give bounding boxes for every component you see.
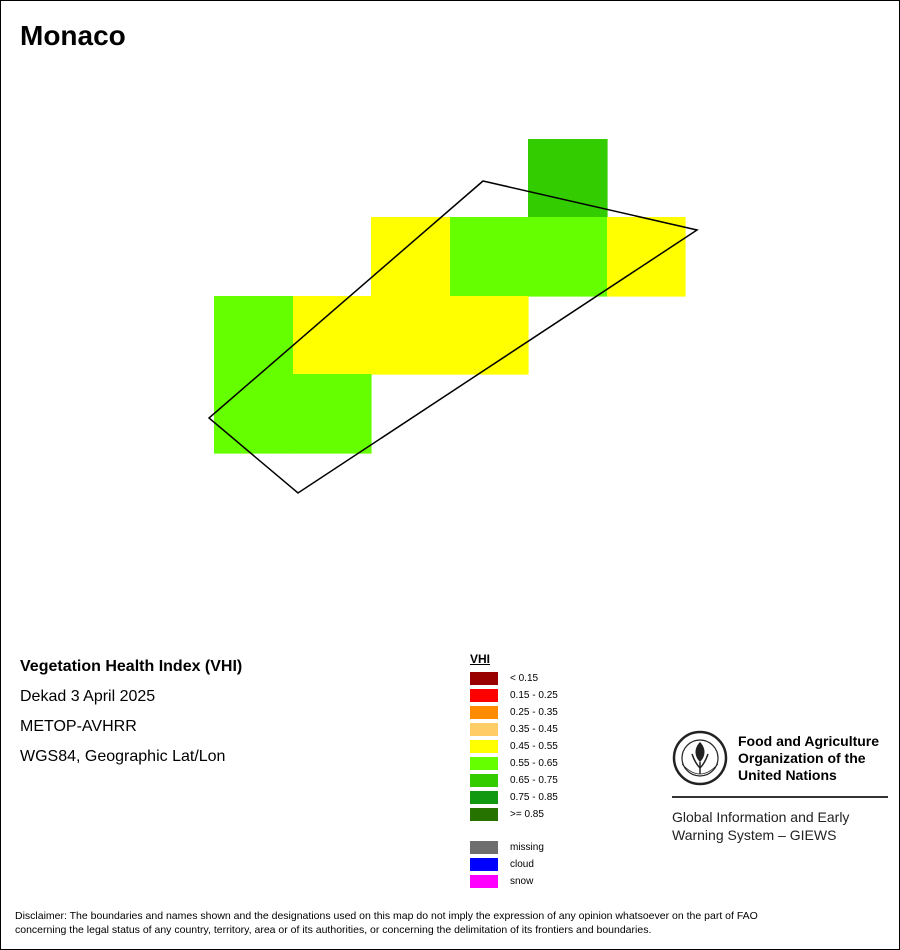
legend-label: 0.15 - 0.25: [510, 690, 558, 701]
legend-class-item: [470, 772, 558, 789]
legend-label: cloud: [510, 859, 534, 870]
legend-label: snow: [510, 876, 534, 887]
legend-label: 0.65 - 0.75: [510, 775, 558, 786]
vhi-pixel: [529, 217, 608, 297]
vhi-pixel: [214, 374, 216, 376]
fao-divider: [672, 796, 888, 798]
vhi-pixel: [293, 374, 372, 454]
legend-class-item: [470, 721, 558, 738]
fao-name-line-1: Food and Agriculture: [738, 732, 880, 749]
legend-label: < 0.15: [510, 673, 539, 684]
vhi-pixel: [450, 217, 530, 297]
legend-swatch: [470, 706, 498, 719]
legend-special-item: [470, 839, 558, 856]
fao-branding: [672, 730, 888, 844]
legend-swatch: [470, 689, 498, 702]
vhi-pixel: [371, 296, 451, 375]
map-title: Monaco: [20, 20, 126, 51]
legend-label: missing: [510, 842, 544, 853]
legend-class-item: [470, 789, 558, 806]
legend-swatch: [470, 774, 498, 787]
vhi-pixel: [214, 374, 294, 454]
giews-line-2: Warning System – GIEWS: [672, 827, 837, 843]
fao-name-line-2: Organization of the: [738, 749, 866, 766]
legend-special-item: [470, 873, 558, 890]
legend-swatch: [470, 875, 498, 888]
legend-label: 0.45 - 0.55: [510, 741, 558, 752]
vhi-pixel: [371, 217, 451, 297]
projection-label: WGS84, Geographic Lat/Lon: [20, 748, 226, 765]
legend-swatch: [470, 841, 498, 854]
legend-label: 0.35 - 0.45: [510, 724, 558, 735]
legend-class-item: [470, 755, 558, 772]
fao-name-line-3: United Nations: [738, 766, 837, 783]
fao-logo-icon: [672, 730, 728, 786]
giews-label: [672, 808, 888, 844]
legend-class-item: [470, 806, 558, 823]
vhi-pixel: [528, 139, 608, 218]
map-info: [20, 656, 242, 776]
legend-label: 0.55 - 0.65: [510, 758, 558, 769]
index-name: Vegetation Health Index (VHI): [20, 658, 243, 675]
legend-label: 0.25 - 0.35: [510, 707, 558, 718]
disclaimer-line-1: Disclaimer: The boundaries and names shown and the designations used on this map do not imply the expression of any opinion whatsoever on the part of FAO: [15, 910, 758, 922]
disclaimer-line-2: concerning the legal status of any country, territory, area or of its authorities, or concerning the delimitation of its frontiers and boundaries.: [15, 924, 652, 936]
disclaimer: [15, 909, 885, 937]
legend-special: [470, 839, 558, 890]
legend-classes: [470, 670, 558, 823]
legend-swatch: [470, 757, 498, 770]
legend-special-item: [470, 856, 558, 873]
legend-class-item: [470, 738, 558, 755]
legend-swatch: [470, 672, 498, 685]
vhi-pixel: [214, 296, 294, 375]
legend-swatch: [470, 791, 498, 804]
legend-class-item: [470, 704, 558, 721]
legend: [470, 652, 558, 890]
legend-label: 0.75 - 0.85: [510, 792, 558, 803]
legend-swatch: [470, 723, 498, 736]
legend-title: VHI: [470, 652, 491, 666]
legend-swatch: [470, 808, 498, 821]
vhi-pixel-layer: [214, 139, 686, 454]
legend-class-item: [470, 687, 558, 704]
vhi-pixel: [450, 296, 529, 375]
legend-class-item: [470, 670, 558, 687]
period-label: Dekad 3 April 2025: [20, 688, 156, 705]
sensor-label: METOP-AVHRR: [20, 718, 137, 735]
vhi-pixel: [607, 217, 686, 297]
legend-label: >= 0.85: [510, 809, 544, 820]
fao-name: [738, 733, 879, 784]
giews-line-1: Global Information and Early: [672, 809, 850, 825]
legend-swatch: [470, 858, 498, 871]
legend-swatch: [470, 740, 498, 753]
